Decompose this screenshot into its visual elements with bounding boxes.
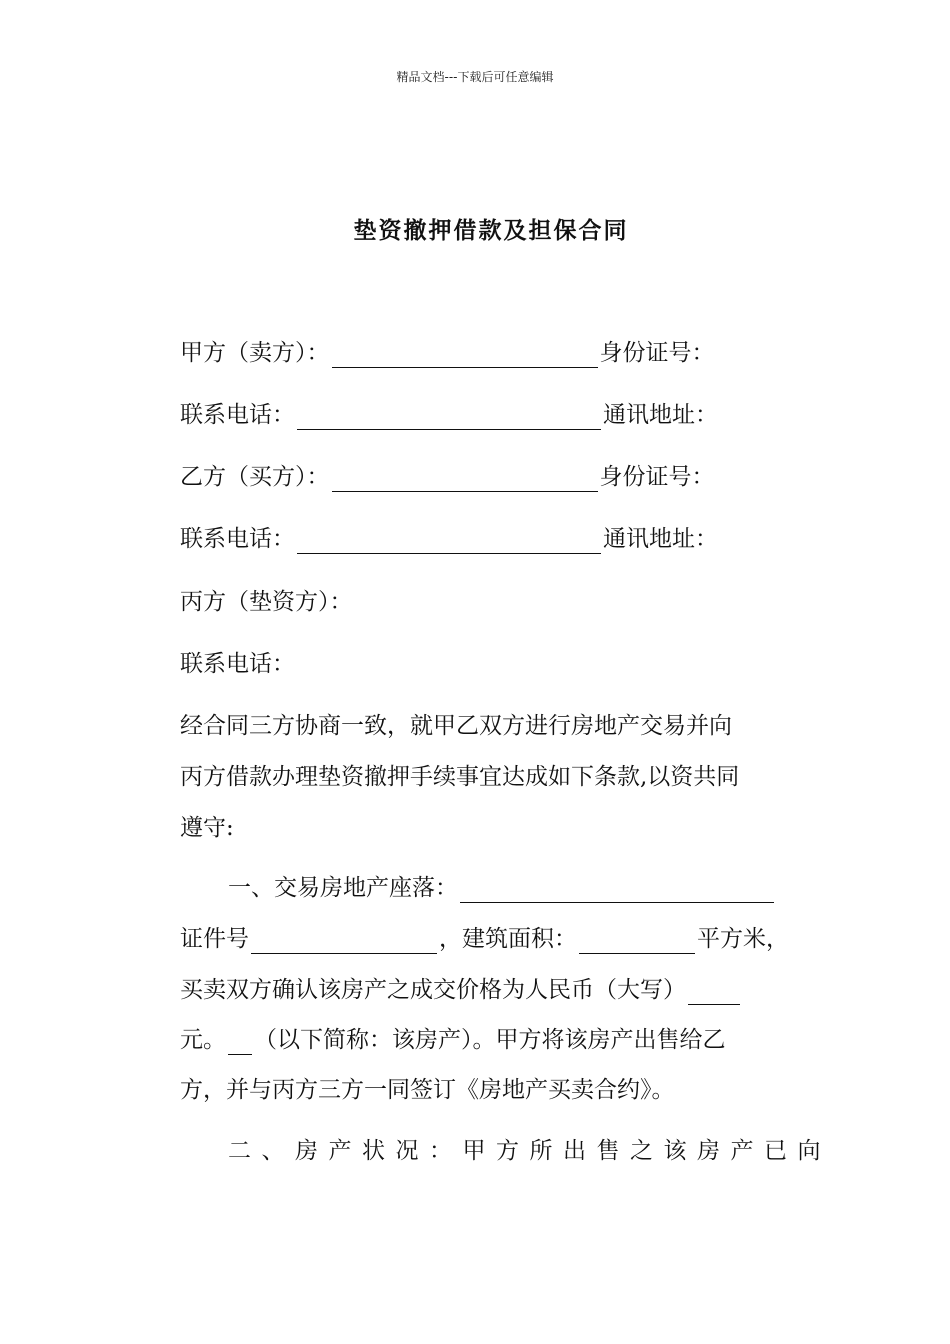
party-b-phone-blank[interactable] <box>297 527 601 554</box>
party-b-contact-line <box>180 524 718 554</box>
document-title: 垫资撤押借款及担保合同 <box>353 217 629 244</box>
yuan-label: 元。 <box>180 1027 226 1053</box>
party-c-phone-label: 联系电话： <box>180 651 295 677</box>
party-a-name-blank[interactable] <box>332 341 598 368</box>
party-a-line <box>180 338 715 368</box>
property-location-blank[interactable] <box>460 876 774 903</box>
clause-1-text-4: （以下简称：该房产）。甲方将该房产出售给乙 <box>254 1027 726 1053</box>
party-a-phone-blank[interactable] <box>297 403 601 430</box>
party-c-label: 丙方（垫资方）： <box>180 589 353 615</box>
party-a-id-label: 身份证号： <box>599 340 715 366</box>
short-blank[interactable] <box>228 1028 252 1055</box>
intro-line-1: 经合同三方协商一致，就甲乙双方进行房地产交易并向 <box>180 713 732 739</box>
party-a-label: 甲方（卖方）： <box>180 340 330 366</box>
party-b-name-blank[interactable] <box>332 465 598 492</box>
party-b-line <box>180 462 715 492</box>
clause-1-label: 一、交易房地产座落： <box>228 875 458 901</box>
clause-1-line-2 <box>180 924 789 954</box>
area-blank[interactable] <box>579 927 695 954</box>
intro-line-3: 遵守: <box>180 815 234 841</box>
clause-1-line-4 <box>180 1025 726 1055</box>
area-label: ，建筑面积： <box>439 926 577 952</box>
clause-1-line-1 <box>228 873 776 903</box>
party-a-contact-line <box>180 400 718 430</box>
cert-number-blank[interactable] <box>251 927 437 954</box>
area-unit: 平方米， <box>697 926 789 952</box>
clause-1-line-3 <box>180 975 742 1005</box>
clause-2-line-1: 二、房产状况：甲方所出售之该房产已向 <box>228 1138 831 1164</box>
price-blank[interactable] <box>688 978 740 1005</box>
party-b-id-label: 身份证号： <box>599 464 715 490</box>
party-a-phone-label: 联系电话： <box>180 402 295 428</box>
intro-line-2: 丙方借款办理垫资撤押手续事宜达成如下条款,以资共同 <box>180 764 740 790</box>
price-label: 买卖双方确认该房产之成交价格为人民币（大写） <box>180 977 686 1003</box>
clause-1-line-5: 方，并与丙方三方一同签订《房地产买卖合约》。 <box>180 1077 675 1103</box>
party-b-address-label: 通讯地址： <box>603 526 718 552</box>
party-a-address-label: 通讯地址： <box>603 402 718 428</box>
party-b-label: 乙方（买方）： <box>180 464 330 490</box>
party-b-phone-label: 联系电话： <box>180 526 295 552</box>
cert-label: 证件号 <box>180 926 249 952</box>
page-header: 精品文档---下载后可任意编辑 <box>396 70 554 84</box>
